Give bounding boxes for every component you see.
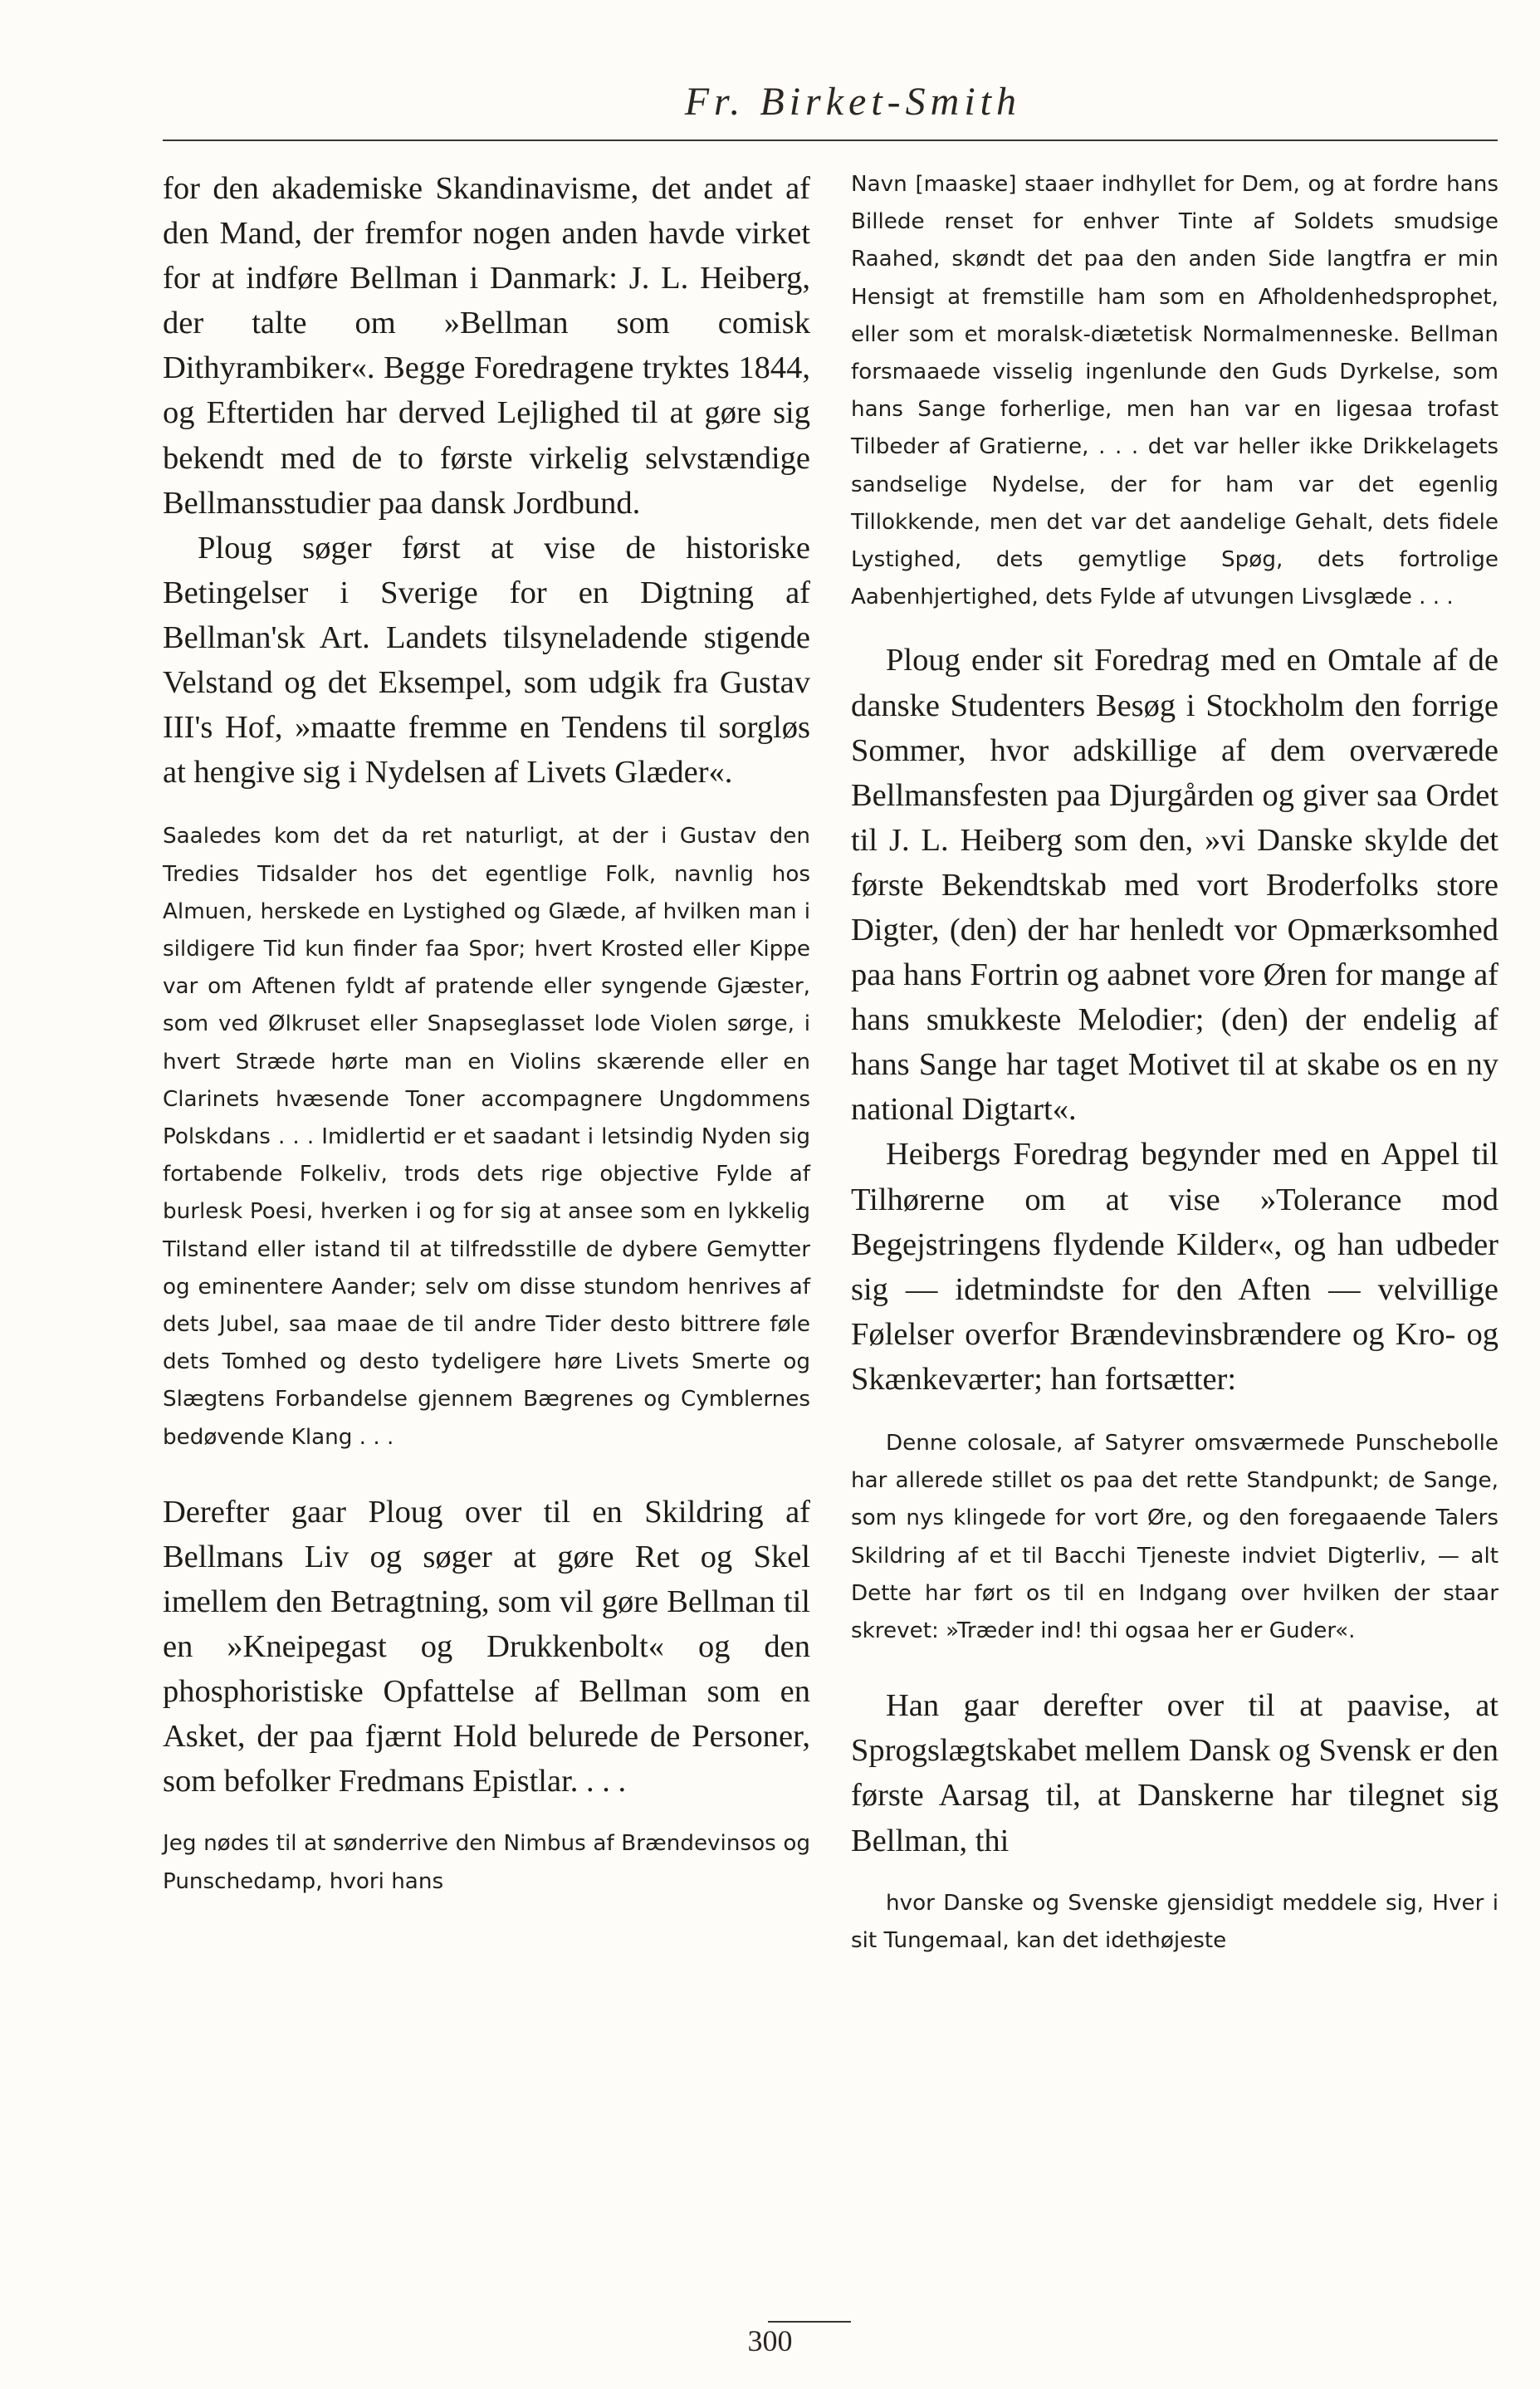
spacer	[851, 1650, 1498, 1683]
spacer	[163, 1804, 810, 1825]
paragraph-ploug-conditions: Ploug søger først at vise de historiske Betingelser i Sverige for en Digtning af Bellman'sk Art. Landets tilsyneladende stigende Velstand og det Eksempel, som udgik fra Gustav III's Hof, »maatte fremme en Tendens til sorgløs at hengive sig i Nydelsen af Livets Glæder«.	[163, 530, 810, 791]
spacer	[163, 795, 810, 818]
spacer	[163, 1456, 810, 1490]
block-quote-nimbus-continued: Navn [maaske] staaer indhyllet for Dem, og at fordre hans Billede renset for enhver Tinte af Soldets smudsige Raahed, skøndt det paa den anden Side langtfra er min Hensigt at fremstille ham som en Afholdenhedsprophet, eller som et moralsk-diætetisk Normalmenneske. Bellman forsmaaede visselig ingenlunde den Guds Dyrkelse, som hans Sange forherlige, men han var en ligesaa trofast Tilbeder af Gratierne, . . . det var heller ikke Drikkelagets sandselige Nydelse, der for ham var det egenlig Tillokkende, men det var det aandelige Gehalt, dets fidele Lystighed, dets gemytlige Spøg, dets fortrolige Aabenhjertighed, dets Fylde af utvungen Livsglæde . . .	[851, 172, 1498, 610]
spacer	[851, 1402, 1498, 1425]
paragraph-ploug-ending: Ploug ender sit Foredrag med en Omtale af de danske Studenters Besøg i Stockholm den forrige Sommer, hvor adskillige af dem overværede Bellmansfesten paa Djurgården og giver saa Ordet til J. L. Heiberg som den, »vi Danske skylde det første Bekendtskab med vort Broderfolks store Digter, (den) der har henledt vor Opmærksomhed paa hans Fortrin og aabnet vore Øren for mange af hans smukkeste Melodier; (den) der endelig af hans Sange har taget Motivet til at skabe os en ny national Digtart«.	[851, 643, 1498, 1128]
block-quote-ploug-folklife: Saaledes kom det da ret naturligt, at der i Gustav den Tredies Tidsalder hos det egentlige Folk, navnlig hos Almuen, herskede en Lystighed og Glæde, af hvilken man i sildigere Tid kun finder faa Spor; hvert Krosted eller Kippe var om Aftenen fyldt af pratende eller syngende Gjæster, som ved Ølkruset eller Snapseglasset lode Violen sørge, i hvert Stræde hørte man en Violins skærende eller en Clarinets hvæsende Toner accompagnere Ungdommens Polskdans . . . Imidlertid er et saadant i letsindig Nyden sig fortabende Folkeliv, trods dets rige objective Fylde af burlesk Poesi, hverken i og for sig at ansee som en lykkelig Tilstand eller istand til at tilfredsstille de dybere Gemytter og eminentere Aander; selv om disse stundom henrives af dets Jubel, saa maae de til andre Tider desto bittrere føle dets Tomhed og desto tydeligere høre Livets Smerte og Slægtens Forbandelse gjennem Bægrenes og Cymblernes bedøvende Klang . . .	[163, 824, 810, 1450]
block-quote-punschebolle: Denne colosale, af Satyrer omsværmede Punschebolle har allerede stillet os paa det rette Standpunkt; de Sange, som nys klingede for vort Øre, og den foregaaende Talers Skildring af et til Bacchi Tjeneste indviet Digterliv, — alt Dette har ført os til en Indgang over hvilken der staar skrevet: »Træder ind! thi ogsaa her er Guder«.	[851, 1431, 1498, 1644]
folio-rule	[768, 2321, 851, 2323]
paragraph-language-kinship: Han gaar derefter over til at paavise, at Sprogslægtskabet mellem Dansk og Svensk er den første Aarsag til, at Danskerne har tilegnet sig Bellman, thi	[851, 1688, 1498, 1858]
paragraph-intro: for den akademiske Skandinavisme, det andet af den Mand, der fremfor nogen anden havde virket for at indføre Bellman i Danmark: J. L. Heiberg, der talte om »Bellman som comisk Dithyrambiker«. Begge Foredragene tryktes 1844, og Eftertiden har derved Lejlighed til at gøre sig bekendt med de to første virkelig selvstændige Bellmansstudier paa dansk Jordbund.	[163, 171, 810, 521]
left-column	[163, 166, 810, 1901]
page-number: 300	[747, 2324, 793, 2357]
running-head	[0, 79, 1494, 125]
running-head-author: Fr. Birket-Smith	[684, 80, 1021, 124]
spacer	[851, 616, 1498, 638]
right-column	[851, 166, 1498, 1960]
header-rule	[163, 140, 1498, 141]
spacer	[851, 1863, 1498, 1885]
paragraph-ploug-biography: Derefter gaar Ploug over til en Skildring af Bellmans Liv og søger at gøre Ret og Skel imellem den Betragtning, som vil gøre Bellman til en »Kneipegast og Drukkenbolt« og den phosphoristiske Opfattelse af Bellman som en Asket, der paa fjærnt Hold belurede de Personer, som befolker Fredmans Epistlar. . . .	[163, 1494, 810, 1799]
block-quote-tongues: hvor Danske og Svenske gjensidigt meddele sig, Hver i sit Tungemaal, kan det idethøjeste	[851, 1890, 1498, 1953]
block-quote-nimbus-start: Jeg nødes til at sønderrive den Nimbus af Brændevinsos og Punschedamp, hvori hans	[163, 1831, 810, 1894]
paragraph-heiberg-lecture: Heibergs Foredrag begynder med en Appel til Tilhørerne om at vise »Tolerance mod Begejstringens flydende Kilder«, og han udbeder sig — idetmindste for den Aften — velvillige Følelser overfor Brændevinsbrændere og Kro- og Skænkeværter; han fortsætter:	[851, 1137, 1498, 1397]
